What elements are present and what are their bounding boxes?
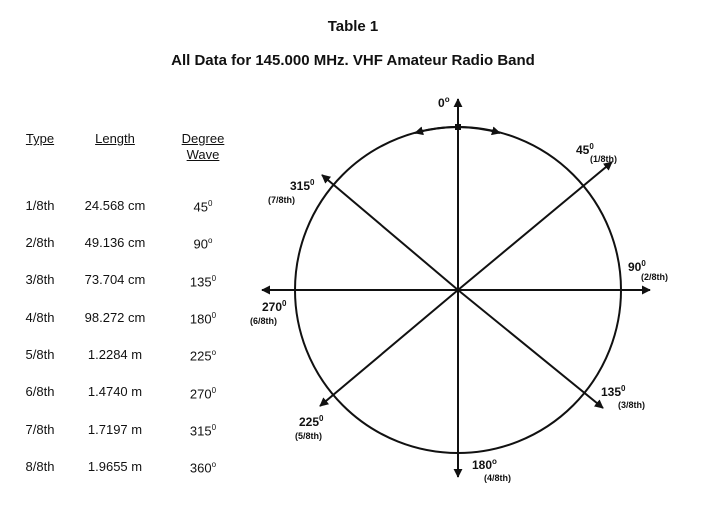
cell-length: 24.568 cm xyxy=(84,197,146,213)
cell-type: 4/8th xyxy=(25,309,55,325)
header-degree: Degree xyxy=(181,131,225,146)
degree-sup: o xyxy=(211,460,217,470)
label-180-deg: 180$^o$ xyxy=(472,457,497,472)
cell-length: 98.272 cm xyxy=(84,309,146,325)
cell-length: 1.2284 m xyxy=(87,346,143,362)
degree-value: 360 xyxy=(189,460,212,476)
diagonal-line-135 xyxy=(458,290,603,408)
degree-value: 270 xyxy=(189,385,212,401)
label-270-frac: (6/8th) xyxy=(250,316,277,326)
cell-length: 1.4740 m xyxy=(87,384,143,400)
label-45-frac: (1/8th) xyxy=(590,154,617,164)
top-marker xyxy=(455,124,461,130)
cell-length: 73.704 cm xyxy=(84,272,146,288)
degree-value: 180 xyxy=(189,311,212,327)
degree-sup: 0 xyxy=(208,199,213,208)
label-180-frac: (4/8th) xyxy=(484,473,511,483)
header-wave: Wave xyxy=(186,147,220,162)
rotation-arrow-left xyxy=(415,127,458,133)
degree-sup: 0 xyxy=(211,273,217,283)
table-title: Table 1 xyxy=(327,18,379,35)
degree-value: 45 xyxy=(193,199,208,215)
cell-length: 1.7197 m xyxy=(87,421,143,437)
label-135-deg: $135^0$ xyxy=(601,384,626,399)
cell-type: 8/8th xyxy=(25,458,55,474)
degree-value: 315 xyxy=(189,423,212,439)
label-225-frac: (5/8th) xyxy=(295,431,322,441)
cell-type: 7/8th xyxy=(25,421,55,437)
cell-type: 3/8th xyxy=(25,272,55,288)
header-length: Length xyxy=(95,131,135,146)
cell-type: 2/8th xyxy=(25,234,55,250)
degree-sup: 0 xyxy=(211,385,217,395)
label-90-deg: $90^0$ xyxy=(628,259,646,274)
label-225-deg: $225^0$ xyxy=(299,414,324,429)
cell-type: 1/8th xyxy=(25,197,55,213)
degree-sup: 0 xyxy=(211,310,217,320)
degree-value: 135 xyxy=(189,273,212,289)
label-315-deg: $315^0$ xyxy=(290,178,315,193)
diagonal-line-315 xyxy=(322,175,458,290)
degree-sup: 0 xyxy=(211,422,217,432)
diagonal-line-225 xyxy=(320,290,458,406)
label-45-deg: $45^0$ xyxy=(576,142,594,157)
diagonal-line-45 xyxy=(458,162,612,290)
cell-length: 1.9655 m xyxy=(87,458,143,474)
cell-type: 6/8th xyxy=(25,384,55,400)
label-0-deg: 0$^o$ xyxy=(438,95,450,110)
label-315-frac: (7/8th) xyxy=(268,195,295,205)
degree-sup: o xyxy=(211,348,217,358)
degree-value: 225 xyxy=(189,348,212,364)
label-270-deg: $270^0$ xyxy=(262,299,287,314)
page-subtitle: All Data for 145.000 MHz. VHF Amateur Radio Band xyxy=(171,52,535,69)
label-135-frac: (3/8th) xyxy=(618,400,645,410)
cell-length: 49.136 cm xyxy=(84,234,146,250)
cell-type: 5/8th xyxy=(25,346,55,362)
degree-sup: o xyxy=(208,236,213,246)
header-type: Type xyxy=(25,131,55,146)
label-90-frac: (2/8th) xyxy=(641,272,668,282)
degree-value: 90 xyxy=(193,236,208,252)
